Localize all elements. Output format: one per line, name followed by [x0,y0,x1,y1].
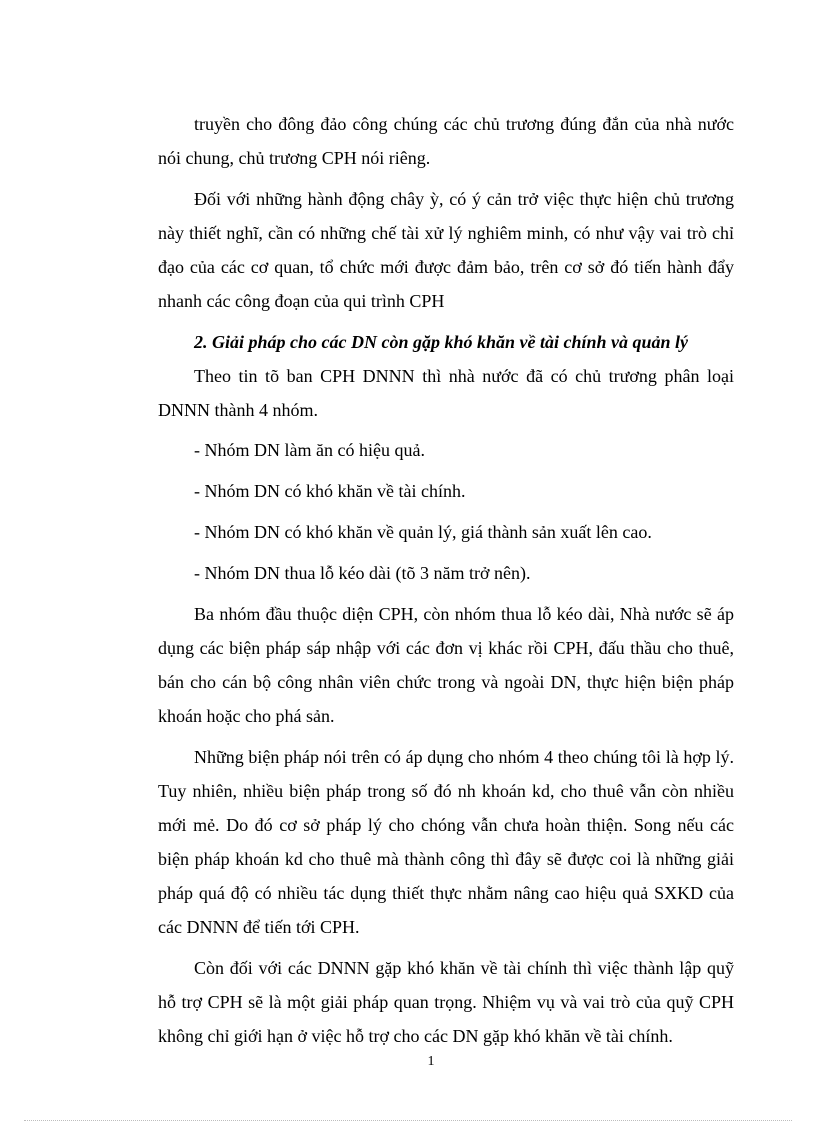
paragraph-continuation: truyền cho đông đảo công chúng các chủ trương đúng đắn của nhà nước nói chung, chủ trương CPH nói riêng. [158,114,734,168]
page-number: 1 [427,1054,435,1069]
paragraph-evaluation: Những biện pháp nói trên có áp dụng cho nhóm 4 theo chúng tôi là hợp lý. Tuy nhiên, nhiều biện pháp trong số đó nh khoán kd, cho thuê vẫn còn nhiều mới mẻ. Do đó cơ sở pháp lý cho chóng vẫn chưa hoàn thiện. Song nếu các biện pháp khoán kd cho thuê mà thành công thì đây sẽ được coi là những giải pháp quá độ có nhiều tác dụng thiết thực nhằm nâng cao hiệu quả SXKD của các DNNN để tiến tới CPH. [158,747,734,937]
paragraph-support-fund: Còn đối với các DNNN gặp khó khăn về tài chính thì việc thành lập quỹ hỗ trợ CPH sẽ là một giải pháp quan trọng. Nhiệm vụ và vai trò của quỹ CPH không chỉ giới hạn ở việc hỗ trợ cho các DN gặp khó khăn về tài chính. [158,958,734,1046]
list-item-group-3: - Nhóm DN có khó khăn về quản lý, giá thành sản xuất lên cao. [194,522,652,542]
list-item-group-4: - Nhóm DN thua lỗ kéo dài (tõ 3 năm trở nên). [194,563,531,583]
page-bottom-divider [24,1120,792,1121]
list-item-group-1: - Nhóm DN làm ăn có hiệu quả. [194,440,425,460]
paragraph-measures: Ba nhóm đầu thuộc diện CPH, còn nhóm thua lỗ kéo dài, Nhà nước sẽ áp dụng các biện pháp sáp nhập với các đơn vị khác rồi CPH, đấu thầu cho thuê, bán cho cán bộ công nhân viên chức trong và ngoài DN, thực hiện biện pháp khoán hoặc cho phá sản. [158,604,734,726]
paragraph-intro: Theo tin tõ ban CPH DNNN thì nhà nước đã có chủ trương phân loại DNNN thành 4 nhóm. [158,366,734,420]
list-item-group-2: - Nhóm DN có khó khăn về tài chính. [194,481,466,501]
document-body [158,107,734,1060]
section-heading: 2. Giải pháp cho các DN còn gặp khó khăn về tài chính và quản lý [194,332,689,352]
paragraph-sanctions: Đối với những hành động chây ỳ, có ý cản trở việc thực hiện chủ trương này thiết nghĩ, cần có những chế tài xử lý nghiêm minh, có như vậy vai trò chỉ đạo của các cơ quan, tổ chức mới được đảm bảo, trên cơ sở đó tiến hành đẩy nhanh các công đoạn của qui trình CPH [158,189,734,311]
